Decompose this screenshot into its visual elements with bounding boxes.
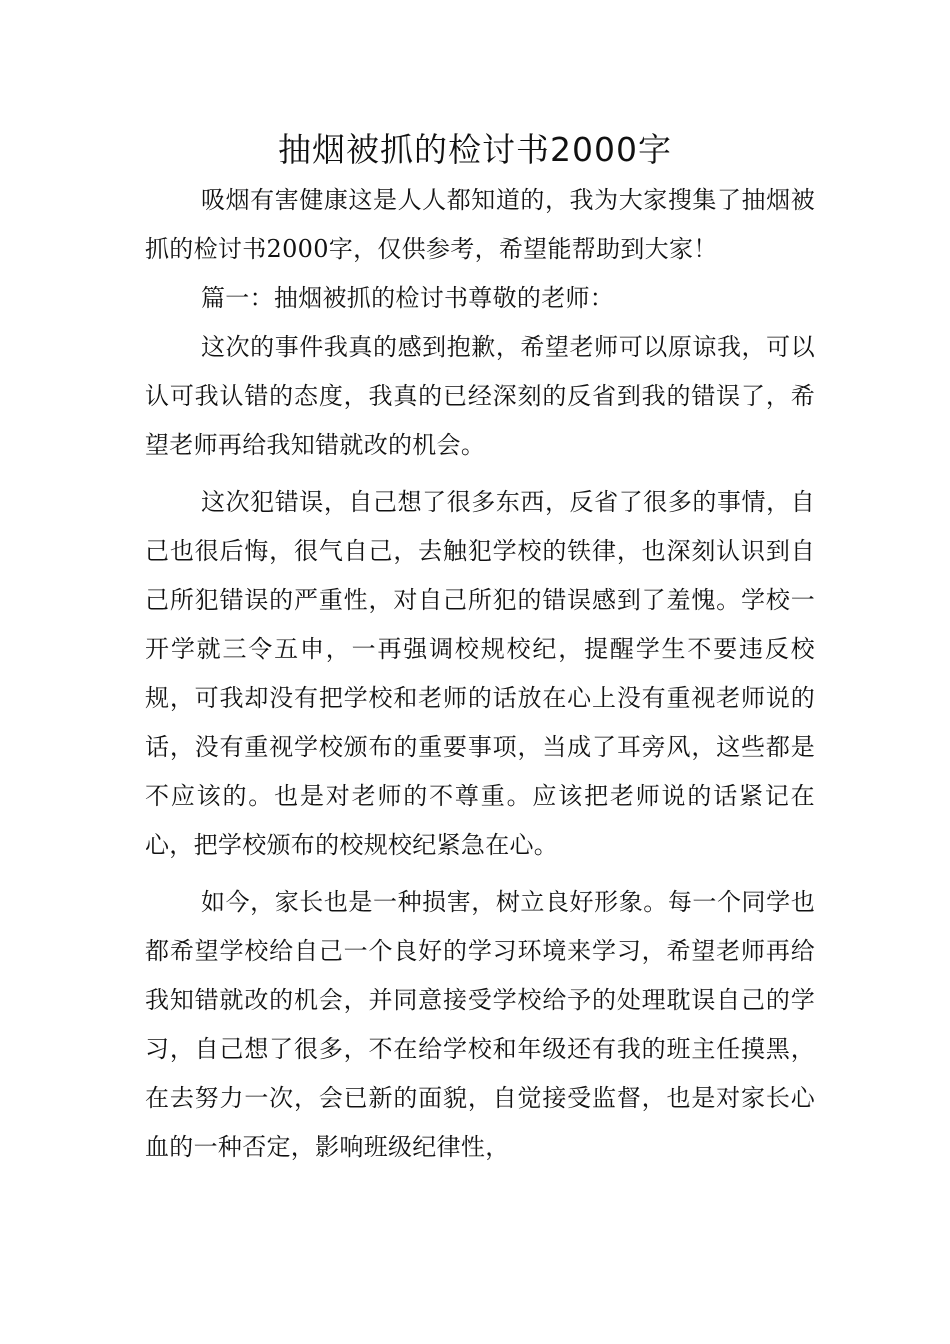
paragraph-apology: 这次的事件我真的感到抱歉，希望老师可以原谅我，可以认可我认错的态度，我真的已经深刻的反省到我的错误了，希望老师再给我知错就改的机会。 [145,333,815,459]
paragraph-commitment: 如今，家长也是一种损害，树立良好形象。每一个同学也都希望学校给自己一个良好的学习环境来学习，希望老师再给我知错就改的机会，并同意接受学校给予的处理耽误自己的学习，自己想了很多，不在给学校和年级还有我的班主任摸黑，在去努力一次，会已新的面貌，自觉接受监督，也是对家长心血的一种否定，影响班级纪律性， [145,888,815,1161]
document-body [145,176,815,1172]
paragraph-section-heading: 篇一：抽烟被抓的检讨书尊敬的老师： [201,284,615,312]
paragraph-intro: 吸烟有害健康这是人人都知道的，我为大家搜集了抽烟被抓的检讨书2000字，仅供参考，希望能帮助到大家！ [145,186,815,263]
paragraph-reflection: 这次犯错误，自己想了很多东西，反省了很多的事情，自己也很后悔，很气自己，去触犯学校的铁律，也深刻认识到自己所犯错误的严重性，对自己所犯的错误感到了羞愧。学校一开学就三令五申，一再强调校规校纪，提醒学生不要违反校规，可我却没有把学校和老师的话放在心上没有重视老师说的话，没有重视学校颁布的重要事项，当成了耳旁风，这些都是不应该的。也是对老师的不尊重。应该把老师说的话紧记在心，把学校颁布的校规校纪紧急在心。 [145,488,815,859]
document-title: 抽烟被抓的检讨书2000字 [278,130,672,169]
